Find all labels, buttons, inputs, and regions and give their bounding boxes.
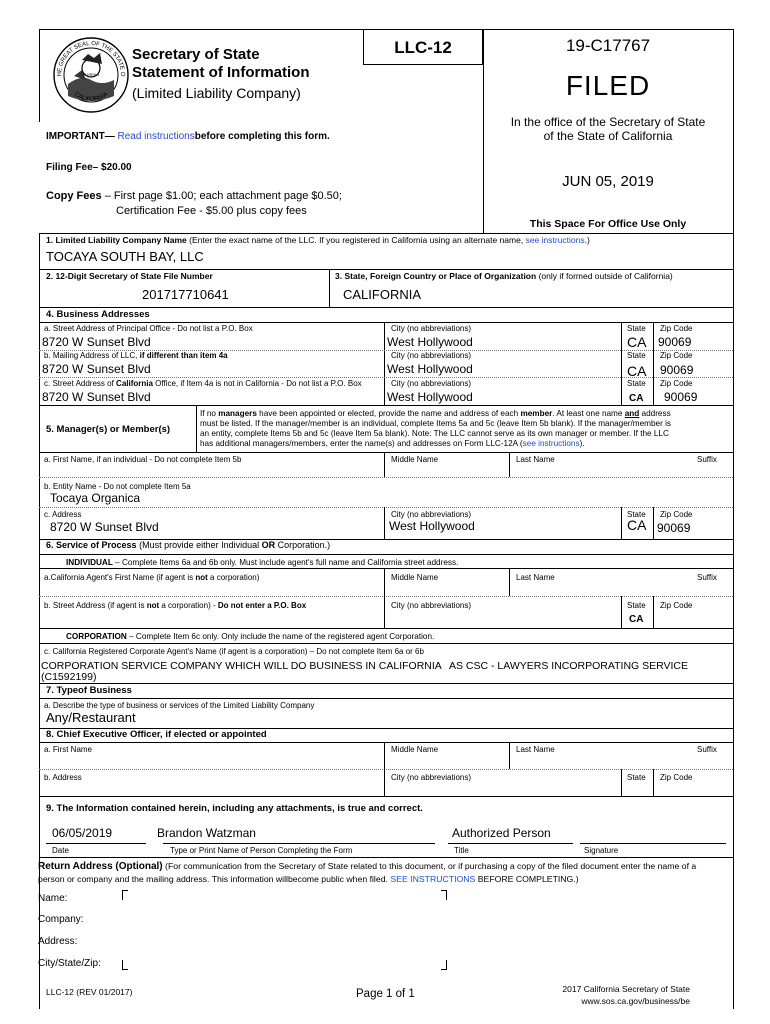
page-number: Page 1 of 1 — [356, 988, 415, 1000]
date-label: Date — [52, 846, 69, 855]
seal-ring-text — [52, 36, 130, 114]
return-address-text-2: person or company and the mailing address. This information willbecome public when filed. SEE INSTRUCTIONS BEFORE COMPLETING.) — [38, 874, 579, 884]
6c-agent-name-field[interactable]: CORPORATION SERVICE COMPANY WHICH WILL DO BUSINESS IN CALIFORNIA — [41, 660, 442, 672]
svg-text:CALIFORNIA — [73, 92, 109, 103]
form-subtitle: (Limited Liability Company) — [132, 85, 301, 101]
5c-state-label: State — [627, 510, 646, 519]
copy-fees-label: Copy Fees — [46, 190, 102, 202]
5c-zip-field[interactable]: 90069 — [657, 521, 691, 535]
rule — [39, 405, 733, 406]
signature-date-field[interactable]: 06/05/2019 — [52, 826, 113, 840]
return-address-label: Return Address (Optional) — [38, 861, 163, 872]
rule — [39, 568, 733, 569]
divider — [509, 568, 510, 596]
state-of-organization-field[interactable]: CALIFORNIA — [343, 287, 422, 302]
divider — [653, 322, 654, 405]
type-of-business-field[interactable]: Any/Restaurant — [46, 710, 136, 725]
signature-label: Signature — [584, 846, 619, 855]
divider — [384, 596, 385, 628]
office-box-right — [733, 29, 734, 234]
name-label: Type or Print Name of Person Completing the Form — [170, 846, 353, 855]
section1-label: 1. Limited Liability Company Name (Enter the exact name of the LLC. If you registered in California using an alternate name, see instructions.) — [46, 235, 590, 245]
return-company-label: Company: — [38, 914, 84, 925]
title-label: Title — [454, 846, 469, 855]
divider — [384, 769, 385, 796]
divider — [621, 507, 622, 539]
rule — [39, 233, 733, 234]
title-line — [448, 843, 573, 844]
4a-city-field[interactable]: West Hollywood — [387, 335, 473, 349]
6b-state-label: State — [627, 601, 646, 610]
5a-label: a. First Name, if an individual - Do not complete Item 5b — [44, 455, 242, 464]
4a-state-field[interactable]: CA — [627, 334, 647, 350]
rule — [39, 452, 733, 453]
section1-see-instructions[interactable]: see instructions — [525, 235, 585, 245]
6b-label: b. Street Address (if agent is not a corporation) - Do not enter a P.O. Box — [44, 601, 307, 610]
corner-br — [441, 960, 447, 970]
4a-street-field[interactable]: 8720 W Sunset Blvd — [42, 335, 151, 349]
4b-state-field[interactable]: CA — [627, 363, 647, 379]
4a-state-label: State — [627, 324, 646, 333]
4b-state-label: State — [627, 351, 646, 360]
8b-label: b. Address — [44, 773, 82, 782]
divider — [329, 269, 330, 307]
filing-fee: Filing Fee– $20.00 — [46, 162, 132, 173]
8a-label: a. First Name — [44, 745, 93, 754]
4c-zip-field[interactable]: 90069 — [664, 390, 698, 404]
rule — [39, 507, 733, 508]
llc-name-field[interactable]: TOCAYA SOUTH BAY, LLC — [46, 249, 204, 264]
name-line — [163, 843, 435, 844]
4b-street-field[interactable]: 8720 W Sunset Blvd — [42, 362, 151, 376]
form-id: LLC-12 — [394, 38, 452, 57]
divider — [509, 742, 510, 769]
office-use-only: This Space For Office Use Only — [529, 218, 687, 230]
5c-label: c. Address — [44, 510, 82, 519]
section9-label: 9. The Information contained herein, including any attachments, is true and correct. — [46, 803, 423, 814]
5a-suffix-label: Suffix — [697, 455, 717, 464]
signer-name-field[interactable]: Brandon Watzman — [157, 826, 256, 840]
section6-label: 6. Service of Process (Must provide either Individual OR Corporation.) — [46, 540, 331, 550]
divider — [384, 452, 385, 477]
6a-label: a.California Agent's First Name (if agent is not a corporation) — [44, 573, 260, 582]
divider — [653, 507, 654, 539]
rule — [39, 477, 733, 478]
corporation-instructions: CORPORATION – Complete Item 6c only. Only include the name of the registered agent Corporation. — [66, 632, 435, 641]
8b-state-label: State — [627, 773, 646, 782]
rule — [39, 742, 733, 743]
form-revision: LLC-12 (REV 01/2017) — [46, 987, 133, 997]
7a-label: a. Describe the type of business or services of the Limited Liability Company — [44, 701, 315, 710]
6b-city-label: City (no abbreviations) — [391, 601, 472, 610]
8a-middle-label: Middle Name — [391, 745, 439, 754]
8a-last-label: Last Name — [516, 745, 555, 754]
important-rest: before completing this form. — [194, 131, 330, 142]
6b-zip-label: Zip Code — [660, 601, 693, 610]
4a-zip-field[interactable]: 90069 — [658, 335, 692, 349]
6a-middle-label: Middle Name — [391, 573, 439, 582]
rule — [39, 683, 733, 684]
4b-zip-label: Zip Code — [660, 351, 693, 360]
5c-state-field[interactable]: CA — [627, 517, 647, 533]
divider — [384, 568, 385, 596]
return-csz-label: City/State/Zip: — [38, 958, 101, 969]
8a-suffix-label: Suffix — [697, 745, 717, 754]
agency-name: Secretary of State — [132, 46, 260, 63]
6a-last-label: Last Name — [516, 573, 555, 582]
rule — [39, 322, 733, 323]
rule — [39, 643, 733, 644]
4b-zip-field[interactable]: 90069 — [660, 363, 694, 377]
return-address-label-field: Address: — [38, 936, 78, 947]
read-instructions-link[interactable]: Read instructions — [117, 131, 195, 142]
corner-tl — [122, 890, 128, 900]
rule — [39, 269, 733, 270]
4b-city-label: City (no abbreviations) — [391, 351, 472, 360]
section8-label: 8. Chief Executive Officer, if elected or appointed — [46, 729, 267, 740]
section4-label: 4. Business Addresses — [46, 309, 150, 320]
4a-zip-label: Zip Code — [660, 324, 693, 333]
important-line — [46, 131, 330, 142]
copy-fees-line1: – First page $1.00; each attachment page $0.50; — [104, 190, 342, 202]
individual-instructions: INDIVIDUAL – Complete Items 6a and 6b only. Must include agent's full name and California street address. — [66, 558, 459, 567]
divider — [653, 769, 654, 796]
sos-url: www.sos.ca.gov/business/be — [581, 996, 690, 1006]
4a-city-label: City (no abbreviations) — [391, 324, 472, 333]
section5-note-4: has additional managers/members, enter the name(s) and addresses on Form LLC-12A (see instructions). — [200, 439, 585, 448]
section5-label: 5. Manager(s) or Member(s) — [46, 424, 171, 435]
divider — [196, 405, 197, 452]
copyright: 2017 California Secretary of State — [562, 984, 690, 994]
6a-suffix-label: Suffix — [697, 573, 717, 582]
4c-label: c. Street Address of California Office, if Item 4a is not in California - Do not list a P.O. Box — [44, 379, 362, 388]
section5-note-2: must be listed. If the manager/member is an individual, complete Items 5a and 5c (leave Item 5b blank). If the manager/member is — [200, 419, 672, 428]
4b-city-field[interactable]: West Hollywood — [387, 362, 473, 376]
return-address-text-1: Return Address (Optional) (For communication from the Secretary of State related to this document, or if purchasing a copy of the filed document enter the name of a — [38, 861, 697, 872]
signer-title-field[interactable]: Authorized Person — [452, 826, 551, 840]
rule — [39, 857, 733, 858]
office-line2: of the State of California — [543, 129, 673, 143]
section5-note-3: an entity, complete Items 5b and 5c (leave Item 5a blank). Note: The LLC cannot serve as its own manager or member. If the LLC — [200, 429, 669, 438]
5c-street-field[interactable]: 8720 W Sunset Blvd — [50, 520, 159, 534]
rule — [39, 769, 733, 770]
6b-state-field[interactable]: CA — [629, 614, 644, 625]
6c-label: c. California Registered Corporate Agent's Name (if agent is a corporation) – Do not complete Item 6a or 6b — [44, 647, 424, 656]
divider — [384, 742, 385, 769]
copy-fees — [46, 190, 342, 202]
return-see-instructions[interactable]: SEE INSTRUCTIONS — [390, 874, 476, 884]
4c-state-label: State — [627, 379, 646, 388]
5c-city-field[interactable]: West Hollywood — [389, 519, 475, 533]
right-border — [733, 233, 734, 1009]
rule — [39, 596, 733, 597]
section2-label: 2. 12-Digit Secretary of State File Number — [46, 271, 213, 281]
office-line1: In the office of the Secretary of State — [510, 115, 706, 129]
4c-street-field[interactable]: 8720 W Sunset Blvd — [42, 390, 151, 404]
5a-middle-label: Middle Name — [391, 455, 439, 464]
section5-see-instructions[interactable]: see instructions — [522, 439, 580, 448]
divider — [509, 452, 510, 477]
6c-agent-name-field-2[interactable]: AS CSC - LAWYERS INCORPORATING SERVICE — [449, 660, 689, 672]
rule — [39, 698, 733, 699]
5c-city-label: City (no abbreviations) — [391, 510, 472, 519]
corner-tr — [441, 890, 447, 900]
4c-city-field[interactable]: West Hollywood — [387, 390, 473, 404]
4c-zip-label: Zip Code — [660, 379, 693, 388]
rule — [39, 307, 733, 308]
section5-note-1: If no managers have been appointed or elected, provide the name and address of each member. At least one name and address — [200, 409, 671, 418]
certification-fee: Certification Fee - $5.00 plus copy fees — [116, 205, 307, 217]
section7-label: 7. Typeof Business — [46, 685, 132, 696]
4a-label: a. Street Address of Principal Office - Do not list a P.O. Box — [44, 324, 253, 333]
rule — [39, 796, 733, 797]
divider — [384, 322, 385, 405]
8b-zip-label: Zip Code — [660, 773, 693, 782]
divider — [621, 596, 622, 628]
date-line — [46, 843, 146, 844]
6c-agent-name-field-3[interactable]: (C1592199) — [41, 671, 97, 683]
rule — [39, 628, 733, 629]
return-name-label: Name: — [38, 893, 68, 904]
form-title: Statement of Information — [132, 64, 310, 81]
4c-city-label: City (no abbreviations) — [391, 379, 472, 388]
seal-text-bottom: CALIFORNIA — [73, 91, 109, 103]
rule — [39, 377, 733, 378]
filed-stamp: FILED — [565, 70, 651, 101]
8b-city-label: City (no abbreviations) — [391, 773, 472, 782]
svg-text:THE GREAT SEAL OF THE STATE OF — [52, 36, 125, 77]
divider — [384, 507, 385, 539]
important-label: IMPORTANT— — [46, 131, 115, 142]
section3-label: 3. State, Foreign Country or Place of Organization (only if formed outside of California) — [335, 271, 673, 281]
divider — [621, 322, 622, 405]
4b-label: b. Mailing Address of LLC, if different than item 4a — [44, 351, 228, 360]
seal-motto: EUREKA — [82, 72, 100, 77]
return-address-box[interactable] — [122, 890, 447, 970]
4c-state-field[interactable]: CA — [629, 393, 644, 404]
office-box-top — [483, 29, 733, 30]
file-number-field[interactable]: 201717710641 — [142, 287, 229, 302]
filed-date: JUN 05, 2019 — [562, 173, 654, 190]
5b-entity-field[interactable]: Tocaya Organica — [50, 491, 141, 505]
divider — [653, 596, 654, 628]
5a-last-label: Last Name — [516, 455, 555, 464]
office-file-number: 19-C17767 — [565, 36, 651, 55]
rule — [39, 554, 733, 555]
5c-zip-label: Zip Code — [660, 510, 693, 519]
corner-bl — [122, 960, 128, 970]
signature-line[interactable] — [580, 843, 726, 844]
divider — [621, 769, 622, 796]
seal-text-top: HE GREAT SEAL OF THE STATE O — [56, 40, 126, 77]
5b-label: b. Entity Name - Do not complete Item 5a — [44, 482, 191, 491]
